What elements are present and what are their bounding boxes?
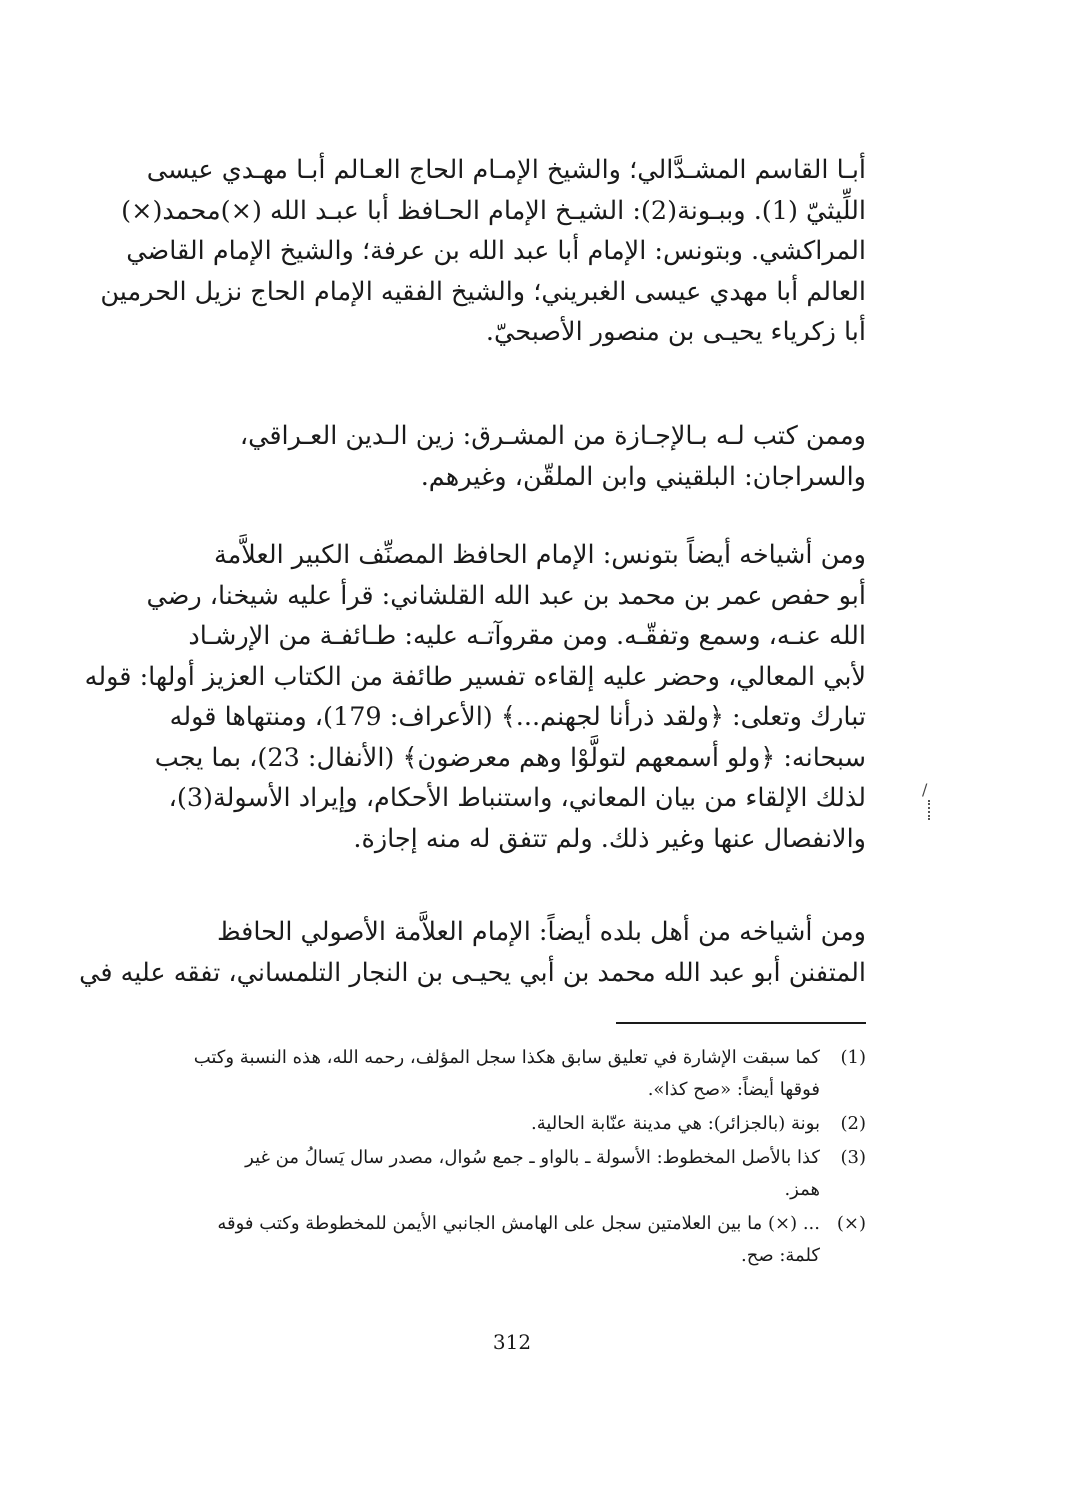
text-line: لذلك الإلقاء من بيان المعاني، واستنباط الأحكام، وإيراد الأسولة(3)، <box>168 783 866 813</box>
footnote-marker: (3) <box>840 1147 866 1168</box>
text-line: أبو حفص عمر بن محمد بن عبد الله القلشاني: قرأ عليه شيخنا، رضي <box>146 580 866 611</box>
text-line: والسراجان: البلقيني وابن الملقّن، وغيرهم. <box>420 461 866 492</box>
footnote-line: فوقها أيضاً: «صح كذا». <box>647 1079 820 1100</box>
footnote-marker: (2) <box>840 1113 866 1134</box>
footnote-line: همز. <box>784 1179 820 1200</box>
margin-dots <box>928 800 933 820</box>
text-line: اللِّيثيّ (1). وببـونة(2): الشيـخ الإمام الحـافظ أبا عبـد الله (×)محمد(×) <box>121 195 866 226</box>
text-line: ومن أشياخه أيضاً بتونس: الإمام الحافظ المصنِّف الكبير العلاَّمة <box>213 540 866 570</box>
footnote-text <box>158 1208 820 1272</box>
footnote-line: كما سبقت الإشارة في تعليق سابق هكذا سجل المؤلف، رحمه الله، هذه النسبة وكتب <box>193 1047 820 1068</box>
paragraph-2 <box>158 416 866 497</box>
footnote-1 <box>158 1042 866 1106</box>
text-line: والانفصال عنها وغير ذلك. ولم تتفق له منه إجازة. <box>353 823 866 854</box>
footnote-2 <box>158 1108 866 1140</box>
footnote-3 <box>158 1142 866 1206</box>
text-line: سبحانه: ﴿ولو أسمعهم لتولَّوْا وهم معرضون﴾ (الأنفال: 23)، بما يجب <box>154 742 866 773</box>
page-number: 312 <box>492 1330 532 1354</box>
text-line: أبا زكرياء يحيـى بن منصور الأصبحيّ. <box>485 317 866 347</box>
paragraph-4 <box>79 912 866 993</box>
document-page <box>79 150 866 1490</box>
text-line: المراكشي. وبتونس: الإمام أبا عبد الله بن عرفة؛ والشيخ الإمام القاضي <box>126 236 866 266</box>
text-line: تبارك وتعلى: ﴿ولقد ذرأنا لجهنم...﴾ (الأعراف: 179)، ومنتهاها قوله <box>169 702 866 732</box>
text-line: ومن أشياخه من أهل بلده أيضاً: الإمام العلاَّمة الأصولي الحافظ <box>216 917 866 947</box>
footnote-line: بونة (بالجزائر): هي مدينة عنّابة الحالية. <box>530 1113 820 1134</box>
footnote-marker: (1) <box>840 1047 866 1068</box>
footnote-line: كذا بالأصل المخطوط: الأسولة ـ بالواو ـ جمع سُوال، مصدر سال يَسالُ من غير <box>245 1147 820 1168</box>
footnote-line: كلمة: صح. <box>741 1245 820 1266</box>
footnote-divider <box>616 1022 866 1024</box>
paragraph-1 <box>100 150 866 353</box>
text-line: الله عنـه، وسمع وتفقّـه. ومن مقروآتـه عليه: طـائفـة من الإرشـاد <box>188 621 866 651</box>
footnote-text <box>158 1108 820 1140</box>
footnote-x <box>158 1208 866 1272</box>
footnote-marker: (×) <box>836 1213 866 1234</box>
text-line: أبـا القاسم المشـدَّالي؛ والشيخ الإمـام الحاج العـالم أبـا مهـدي عيسى <box>146 155 866 185</box>
text-line: العالم أبا مهدي عيسى الغبريني؛ والشيخ الفقيه الإمام الحاج نزيل الحرمين <box>100 276 866 307</box>
text-line: المتفنن أبو عبد الله محمد بن أبي يحيـى بن النجار التلمساني، تفقه عليه في <box>79 957 866 988</box>
paragraph-3 <box>84 535 866 859</box>
footnotes <box>158 1042 866 1274</box>
text-line: وممن كتب لـه بـالإجـازة من المشـرق: زين الـدين العـراقي، <box>239 421 866 451</box>
footnote-text <box>158 1042 820 1106</box>
margin-mark: / <box>922 780 928 799</box>
text-line: لأبي المعالي، وحضر عليه إلقاءه تفسير طائفة من الكتاب العزيز أولها: قوله <box>84 661 866 692</box>
footnote-line: ... (×) ما بين العلامتين سجل على الهامش الجانبي الأيمن للمخطوطة وكتب فوقه <box>217 1213 820 1234</box>
footnote-text <box>158 1142 820 1206</box>
